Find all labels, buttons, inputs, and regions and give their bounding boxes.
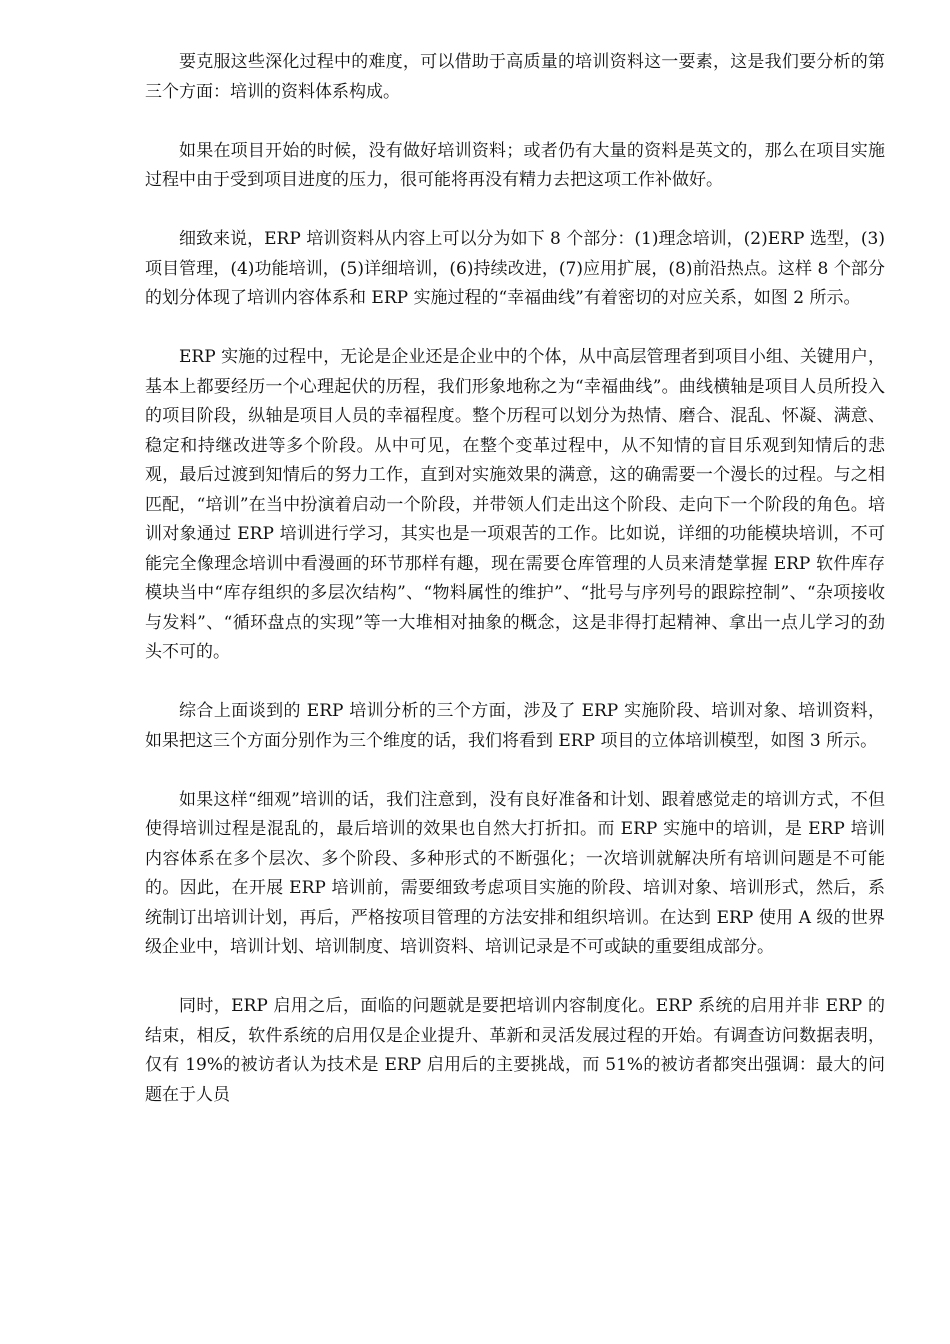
paragraph-happiness-curve: ERP 实施的过程中，无论是企业还是企业中的个体，从中高层管理者到项目小组、关键用户，基本上都要经历一个心理起伏的历程，我们形象地称之为“幸福曲线”。曲线横轴是项目人员所投入的项目阶段，纵轴是项目人员的幸福程度。整个历程可以划分为热情、磨合、混乱、怀凝、满意、稳定和持继改进等多个阶段。从中可见，在整个变革过程中，从不知情的盲目乐观到知情后的悲观，最后过渡到知情后的努力工作，直到对实施效果的满意，这的确需要一个漫长的过程。与之相匹配，“培训”在当中扮演着启动一个阶段，并带领人们走出这个阶段、走向下一个阶段的角色。培训对象通过 ERP 培训进行学习，其实也是一项艰苦的工作。比如说，详细的功能模块培训，不可能完全像理念培训中看漫画的环节那样有趣，现在需要仓库管理的人员来清楚掌握 ERP 软件库存模块当中“库存组织的多层次结构”、“物料属性的维护”、“批号与序列号的跟踪控制”、“杂项接收与发料”、“循环盘点的实现”等一大堆相对抽象的概念，这是非得打起精神、拿出一点儿学习的劲头不可的。 [145, 347, 885, 662]
paragraph-institutionalization: 同时，ERP 启用之后，面临的问题就是要把培训内容制度化。ERP 系统的启用并非 ERP 的结束，相反，软件系统的启用仅是企业提升、革新和灵活发展过程的开始。有调查访问数据表明，仅有 19%的被访者认为技术是 ERP 启用后的主要挑战，而 51%的被访者都突出强调：最大的问题在于人员 [145, 996, 885, 1105]
document-body [145, 48, 885, 1140]
paragraph-eight-parts: 细致来说，ERP 培训资料从内容上可以分为如下 8 个部分：(1)理念培训，(2)ERP 选型，(3)项目管理，(4)功能培训，(5)详细培训，(6)持续改进，(7)应用扩展，(8)前沿热点。这样 8 个部分的划分体现了培训内容体系和 ERP 实施过程的“幸福曲线”有着密切的对应关系，如图 2 所示。 [145, 229, 885, 308]
paragraph-materials-preparation: 如果在项目开始的时候，没有做好培训资料；或者仍有大量的资料是英文的，那么在项目实施过程中由于受到项目进度的压力，很可能将再没有精力去把这项工作补做好。 [145, 140, 885, 190]
paragraph-training-planning: 如果这样“细观”培训的话，我们注意到，没有良好准备和计划、跟着感觉走的培训方式，不但使得培训过程是混乱的，最后培训的效果也自然大打折扣。而 ERP 实施中的培训，是 ERP 培训内容体系在多个层次、多个阶段、多种形式的不断强化；一次培训就解决所有培训问题是不可能的。因此，在开展 ERP 培训前，需要细致考虑项目实施的阶段、培训对象、培训形式，然后，系统制订出培训计划，再后，严格按项目管理的方法安排和组织培训。在达到 ERP 使用 A 级的世界级企业中，培训计划、培训制度、培训资料、培训记录是不可或缺的重要组成部分。 [145, 789, 885, 957]
paragraph-three-dimensions: 综合上面谈到的 ERP 培训分析的三个方面，涉及了 ERP 实施阶段、培训对象、培训资料，如果把这三个方面分别作为三个维度的话，我们将看到 ERP 项目的立体培训模型，如图 3 所示。 [145, 701, 885, 751]
paragraph-training-materials-intro: 要克服这些深化过程中的难度，可以借助于高质量的培训资料这一要素，这是我们要分析的第三个方面：培训的资料体系构成。 [145, 52, 885, 102]
